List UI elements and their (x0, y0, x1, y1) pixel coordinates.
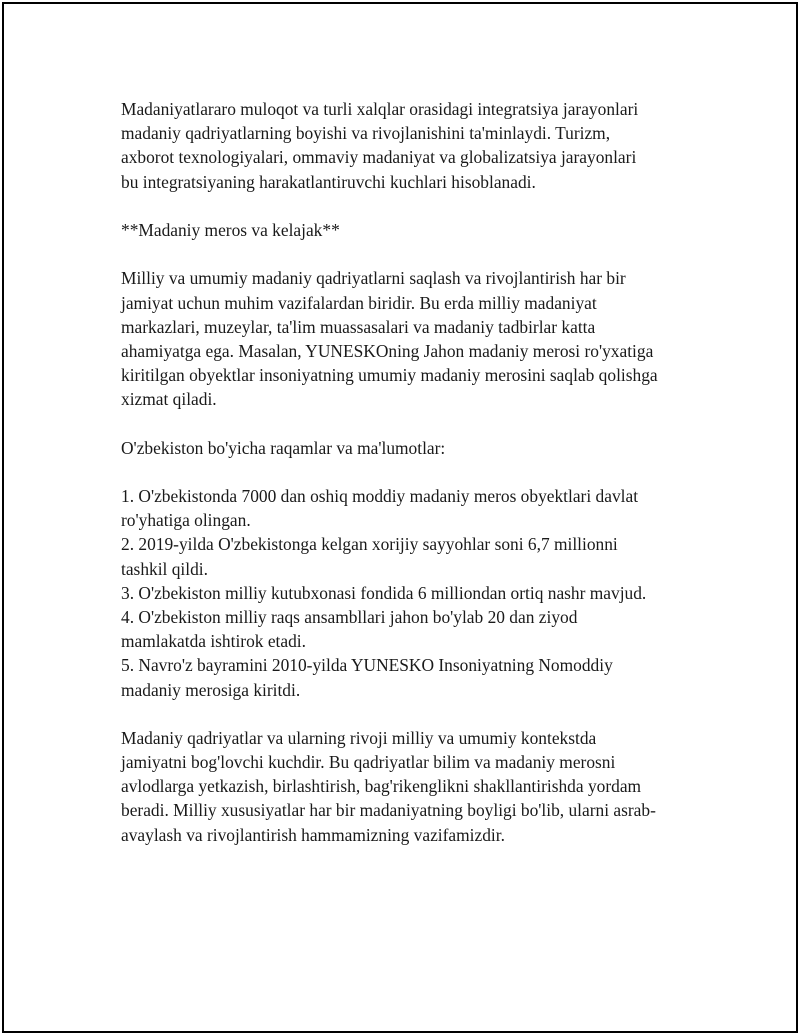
list-item (121, 532, 696, 580)
list-item-line: 2. 2019-yilda O'zbekistonga kelgan xorijiy sayyohlar soni 6,7 millionni (121, 534, 618, 555)
paragraph-gap (121, 411, 696, 435)
list-item (121, 605, 696, 653)
text-line: bu integratsiyaning harakatlantiruvchi kuchlari hisoblanadi. (121, 171, 536, 192)
text-line: jamiyat uchun muhim vazifalardan biridir. Bu erda milliy madaniyat (121, 292, 597, 313)
paragraph-gap (121, 702, 696, 726)
text-line: beradi. Milliy xususiyatlar har bir madaniyatning boyligi bo'lib, ularni asrab- (121, 800, 656, 821)
paragraph-gap (121, 460, 696, 484)
text-line: kiritilgan obyektlar insoniyatning umumiy madaniy merosini saqlab qolishga (121, 365, 658, 386)
list-item-line: 5. Navro'z bayramini 2010-yilda YUNESKO Insoniyatning Nomoddiy (121, 655, 613, 676)
paragraph-gap (121, 194, 696, 218)
list-item (121, 581, 696, 605)
paragraph-conclusion (121, 726, 696, 847)
paragraph-gap (121, 242, 696, 266)
list-item-line: 3. O'zbekiston milliy kutubxonasi fondida 6 milliondan ortiq nashr mavjud. (121, 582, 647, 603)
document-body (121, 97, 696, 847)
list-item-line: tashkil qildi. (121, 558, 208, 579)
text-line: markazlari, muzeylar, ta'lim muassasalari va madaniy tadbirlar katta (121, 316, 596, 337)
text-line: Milliy va umumiy madaniy qadriyatlarni saqlash va rivojlantirish har bir (121, 268, 626, 289)
text-line: axborot texnologiyalari, ommaviy madaniyat va globalizatsiya jarayonlari (121, 147, 637, 168)
text-line: madaniy qadriyatlarning boyishi va rivojlanishini ta'minlaydi. Turizm, (121, 123, 611, 144)
text-line: Madaniy qadriyatlar va ularning rivoji milliy va umumiy kontekstda (121, 727, 597, 748)
text-line: xizmat qiladi. (121, 389, 217, 410)
list-item-line: madaniy merosiga kiritdi. (121, 679, 301, 700)
text-line: Madaniyatlararo muloqot va turli xalqlar orasidagi integratsiya jarayonlari (121, 99, 639, 119)
text-line: avlodlarga yetkazish, birlashtirish, bag'rikenglikni shakllantirishda yordam (121, 776, 642, 797)
text-line: avaylash va rivojlantirish hammamizning vazifamizdir. (121, 824, 505, 845)
list-item-line: ro'yhatiga olingan. (121, 510, 251, 531)
list-item-line: 1. O'zbekistonda 7000 dan oshiq moddiy madaniy meros obyektlari davlat (121, 486, 639, 506)
paragraph-intro (121, 97, 696, 194)
list-item (121, 484, 696, 532)
text-line: jamiyatni bog'lovchi kuchdir. Bu qadriyatlar bilim va madaniy merosni (121, 752, 616, 773)
list-item-line: mamlakatda ishtirok etadi. (121, 631, 306, 652)
paragraph-heritage (121, 266, 696, 411)
section-heading: **Madaniy meros va kelajak** (121, 219, 340, 240)
text-line: ahamiyatga ega. Masalan, YUNESKOning Jahon madaniy merosi ro'yxatiga (121, 340, 654, 361)
page-frame (2, 2, 798, 1033)
list-item (121, 653, 696, 701)
facts-list (121, 484, 696, 702)
list-item-line: 4. O'zbekiston milliy raqs ansambllari jahon bo'ylab 20 dan ziyod (121, 606, 578, 627)
list-intro: O'zbekiston bo'yicha raqamlar va ma'lumotlar: (121, 437, 446, 458)
